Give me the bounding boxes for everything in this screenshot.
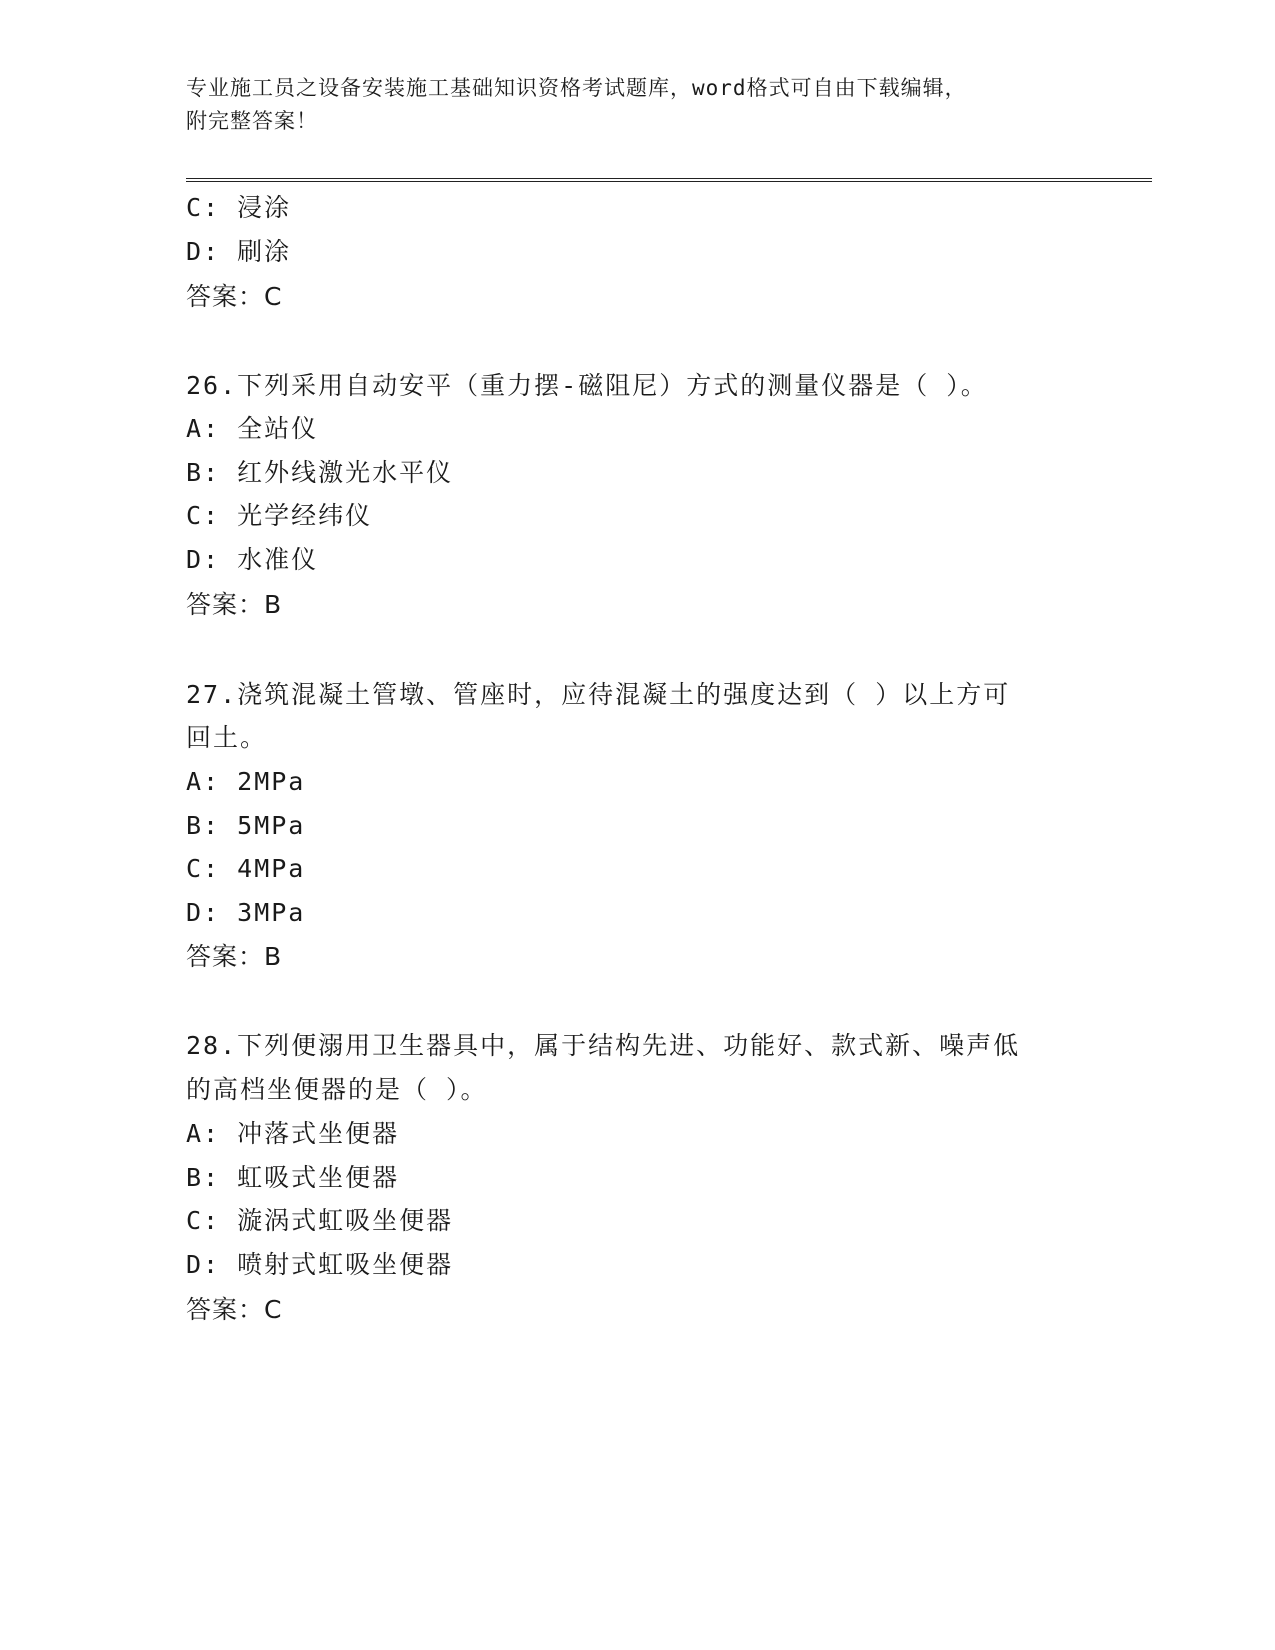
q26-answer: 答案：B: [186, 590, 283, 619]
q25-option-d: D: 刷涂: [186, 237, 292, 266]
q25-answer: 答案：C: [186, 282, 283, 311]
header-line-2: 附完整答案！: [186, 109, 318, 133]
q26-stem: 26.下列采用自动安平（重力摆-磁阻尼）方式的测量仪器是（ ）。: [186, 371, 988, 400]
q27-option-c: C: 4MPa: [186, 854, 306, 883]
q26-option-b: B: 红外线激光水平仪: [186, 458, 454, 487]
q26-option-a: A: 全站仪: [186, 414, 319, 443]
q28-option-a: A: 冲落式坐便器: [186, 1119, 400, 1148]
q28-option-d: D: 喷射式虹吸坐便器: [186, 1250, 454, 1279]
q26-option-c: C: 光学经纬仪: [186, 501, 373, 530]
q25-option-c: C: 浸涂: [186, 193, 292, 222]
header-line-1: 专业施工员之设备安装施工基础知识资格考试题库，word格式可自由下载编辑，: [186, 76, 967, 100]
q27-option-d: D: 3MPa: [186, 898, 306, 927]
q27-stem-line-2: 回土。: [186, 723, 268, 752]
q27-option-b: B: 5MPa: [186, 811, 306, 840]
q26-option-d: D: 水准仪: [186, 545, 319, 574]
document-header: [186, 72, 1066, 138]
q28-option-b: B: 虹吸式坐便器: [186, 1163, 400, 1192]
q28-stem-line-1: 28.下列便溺用卫生器具中，属于结构先进、功能好、款式新、噪声低: [186, 1031, 1021, 1060]
q28-stem-line-2: 的高档坐便器的是（ ）。: [186, 1075, 488, 1104]
q28-option-c: C: 漩涡式虹吸坐便器: [186, 1206, 454, 1235]
q27-option-a: A: 2MPa: [186, 767, 306, 796]
q27-stem-line-1: 27.浇筑混凝土管墩、管座时，应待混凝土的强度达到（ ）以上方可: [186, 680, 1011, 709]
header-divider: [186, 178, 1152, 182]
q27-answer: 答案：B: [186, 942, 283, 971]
q28-answer: 答案：C: [186, 1295, 283, 1324]
